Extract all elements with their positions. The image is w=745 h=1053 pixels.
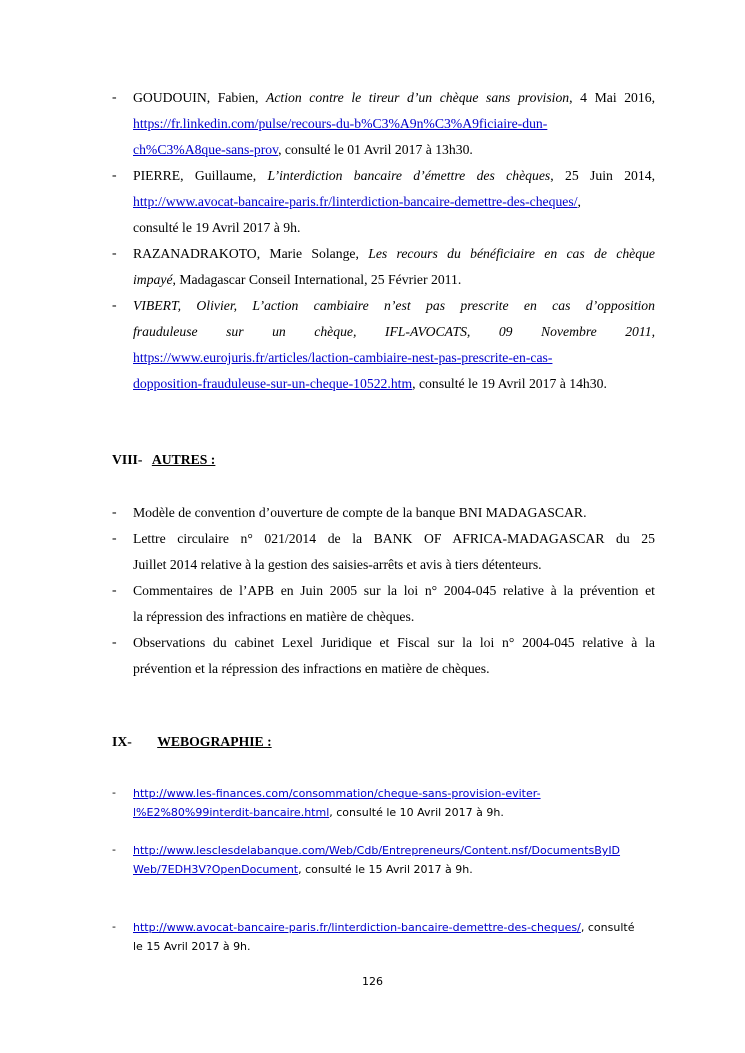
entry-line <box>133 167 655 184</box>
consulted-text: , consulté <box>580 921 635 934</box>
entry-line <box>133 245 655 262</box>
list-dash: - <box>112 843 116 856</box>
entry-link[interactable]: http://www.avocat-bancaire-paris.fr/linterdiction-bancaire-demettre-des-cheques/ <box>133 194 578 209</box>
list-dash: - <box>112 530 117 545</box>
entry-line <box>133 141 473 158</box>
list-dash: - <box>112 297 117 312</box>
item-line: prévention et la répression des infractions en matière de chèques. <box>133 661 490 676</box>
work-title: Action contre le tireur d’un chèque sans provision <box>266 90 570 105</box>
entry-line <box>133 271 461 288</box>
list-dash: - <box>112 786 116 799</box>
consulted-text: , consulté le 01 Avril 2017 à 13h30. <box>278 142 473 157</box>
date-text: , 4 Mai 2016, <box>569 90 655 105</box>
item-line: Observations du cabinet Lexel Juridique et Fiscal sur la loi n° 2004-045 relative à la <box>133 635 655 650</box>
consulted-text: , consulté le 15 Avril 2017 à 9h. <box>298 863 473 876</box>
work-title: Les recours du bénéficiaire en cas de chèque <box>368 246 655 261</box>
entry-line <box>133 115 547 132</box>
item-line <box>133 805 504 820</box>
section-heading-webographie <box>112 734 272 750</box>
entry-link[interactable]: https://www.eurojuris.fr/articles/laction-cambiaire-nest-pas-prescrite-en-cas- <box>133 350 553 365</box>
web-link[interactable]: http://www.les-finances.com/consommation/cheque-sans-provision-eviter- <box>133 787 541 800</box>
section-title: AUTRES : <box>151 452 216 467</box>
entry-line <box>133 375 607 392</box>
list-dash: - <box>112 167 117 182</box>
section-title: WEBOGRAPHIE : <box>157 734 272 749</box>
item-line: Lettre circulaire n° 021/2014 de la BANK OF AFRICA-MADAGASCAR du 25 <box>133 531 655 546</box>
entry-link[interactable]: ch%C3%A8que-sans-prov <box>133 142 279 157</box>
entry-line <box>133 89 655 106</box>
item-line <box>133 786 541 801</box>
entry-link[interactable]: dopposition-frauduleuse-sur-un-cheque-10522.htm <box>133 376 413 391</box>
consulted-text: , consulté le 19 Avril 2017 à 14h30. <box>412 376 607 391</box>
list-dash: - <box>112 920 116 933</box>
item-line: Modèle de convention d’ouverture de compte de la banque BNI MADAGASCAR. <box>133 505 587 520</box>
work-title: L’interdiction bancaire d’émettre des chèques <box>267 168 551 183</box>
item-line <box>133 843 620 858</box>
web-link[interactable]: Web/7EDH3V?OpenDocument <box>133 863 299 876</box>
entry-link[interactable]: https://fr.linkedin.com/pulse/recours-du-b%C3%A9n%C3%A9ficiaire-dun- <box>133 116 548 131</box>
item-line: la répression des infractions en matière de chèques. <box>133 609 415 624</box>
consulted-text: le 15 Avril 2017 à 9h. <box>133 940 251 953</box>
section-heading-autres <box>112 452 215 468</box>
consulted-text: consulté le 19 Avril 2017 à 9h. <box>133 220 301 235</box>
author-text: GOUDOUIN, Fabien, <box>133 90 266 105</box>
item-line: Commentaires de l’APB en Juin 2005 sur la loi n° 2004-045 relative à la prévention et <box>133 583 655 598</box>
item-line <box>133 862 473 877</box>
item-line <box>133 939 251 954</box>
web-link[interactable]: http://www.lesclesdelabanque.com/Web/Cdb/Entrepreneurs/Content.nsf/DocumentsByID <box>133 844 621 857</box>
list-dash: - <box>112 504 117 519</box>
section-number: VIII- <box>112 452 143 467</box>
list-dash: - <box>112 634 117 649</box>
web-link[interactable]: http://www.avocat-bancaire-paris.fr/linterdiction-bancaire-demettre-des-cheques/ <box>133 921 581 934</box>
web-link[interactable]: l%E2%80%99interdit-bancaire.html <box>133 806 330 819</box>
item-line <box>133 920 634 935</box>
work-title: impayé <box>133 272 173 287</box>
entry-line <box>133 193 581 210</box>
section-number: IX- <box>112 734 132 749</box>
list-dash: - <box>112 245 117 260</box>
entry-line: frauduleuse sur un chèque, IFL-AVOCATS, 09 Novembre 2011, <box>133 324 655 339</box>
date-text: , 25 Juin 2014, <box>550 168 655 183</box>
punctuation: , <box>577 194 581 209</box>
entry-line <box>133 349 552 366</box>
entry-line: VIBERT, Olivier, L’action cambiaire n’est pas prescrite en cas d’opposition <box>133 298 655 313</box>
page-number: 126 <box>362 975 383 988</box>
entry-line <box>133 219 300 236</box>
author-text: PIERRE, Guillaume, <box>133 168 268 183</box>
item-line: Juillet 2014 relative à la gestion des saisies-arrêts et avis à tiers détenteurs. <box>133 557 542 572</box>
consulted-text: , consulté le 10 Avril 2017 à 9h. <box>329 806 504 819</box>
publisher-text: , Madagascar Conseil International, 25 Février 2011. <box>172 272 462 287</box>
author-text: RAZANADRAKOTO, Marie Solange, <box>133 246 369 261</box>
list-dash: - <box>112 582 117 597</box>
list-dash: - <box>112 89 117 104</box>
